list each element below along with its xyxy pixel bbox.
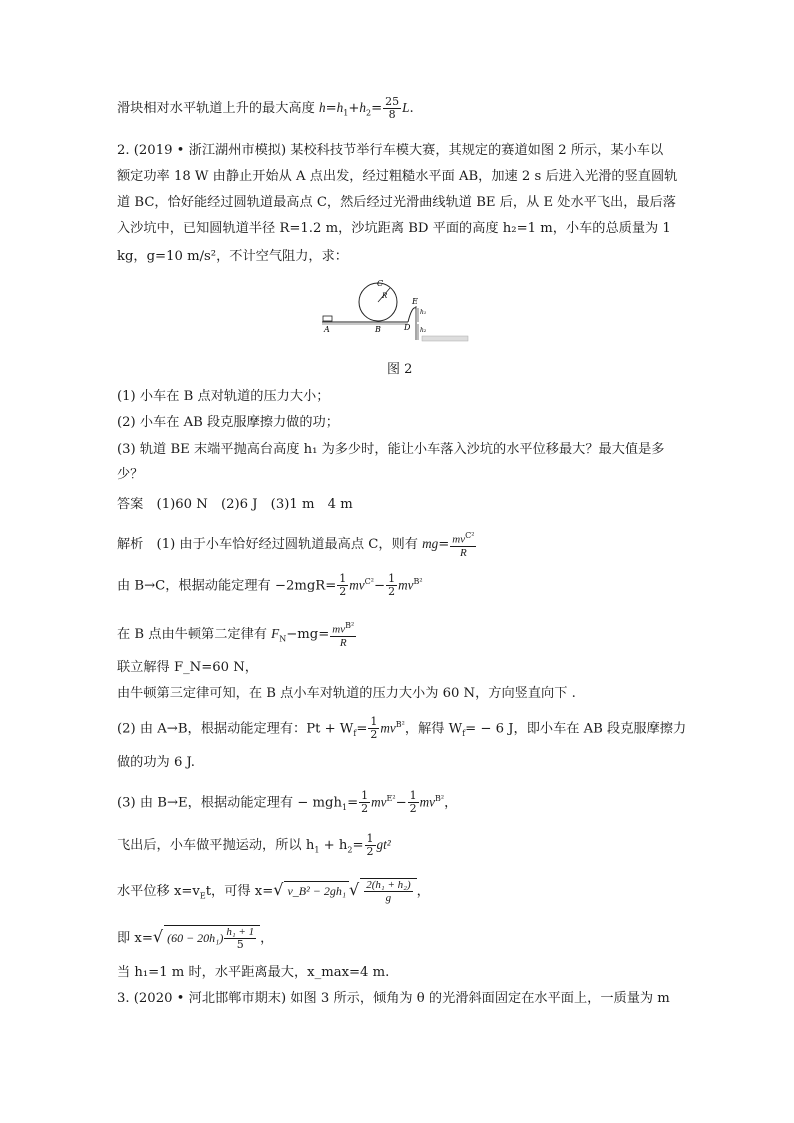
subscript: 1: [343, 108, 349, 118]
text: (60 − 20h₁): [167, 931, 224, 945]
superscript: B²: [345, 621, 355, 630]
text: =: [325, 101, 337, 116]
solution-line: [117, 530, 477, 559]
subscript: 2: [347, 845, 353, 855]
fraction: [359, 790, 370, 815]
var: mv: [398, 577, 414, 593]
text: 由 B→C，根据动能定理有 −2mgR=: [117, 578, 337, 594]
text: =: [356, 721, 368, 737]
superscript: C²: [364, 577, 374, 586]
var: mg: [422, 535, 439, 551]
text: 即 x=: [117, 931, 153, 946]
subscript: E: [199, 891, 206, 901]
denominator: 2: [409, 802, 417, 816]
numerator: 1: [366, 832, 374, 845]
text: ，: [416, 884, 430, 899]
label-b: B: [375, 325, 381, 334]
numerator: 1: [361, 789, 369, 803]
numerator: 1: [339, 572, 347, 586]
subscript: 2: [366, 108, 372, 118]
denominator: 2: [388, 585, 396, 599]
text: ，: [260, 931, 274, 946]
radicand: v_B² − 2gh₁: [284, 881, 349, 900]
denominator: R: [460, 546, 467, 559]
text: 解析 (1) 由于小车恰好经过圆轨道最高点 C，则有: [117, 536, 423, 552]
denominator: 2: [339, 585, 347, 599]
sqrt-sign: √: [152, 927, 164, 946]
text: .: [409, 101, 414, 116]
figure-2-track-diagram: [318, 279, 478, 350]
var: h: [319, 100, 326, 115]
text: + h: [319, 838, 348, 853]
denominator: R: [339, 636, 347, 649]
numerator: 1: [409, 789, 417, 803]
label-h2: h₂: [420, 327, 427, 334]
fraction: [386, 573, 397, 598]
answer: 答案 (1)60 N (2)6 J (3)1 m 4 m: [117, 497, 353, 512]
text: =: [347, 795, 359, 811]
fraction: [330, 620, 356, 649]
car-icon: [323, 316, 332, 321]
numerator: [450, 530, 476, 547]
numerator: 25: [385, 95, 400, 108]
solution-line: [117, 620, 357, 649]
denominator: 5: [236, 938, 244, 951]
sand-pit: [422, 336, 468, 341]
subscript: f: [462, 729, 466, 739]
text-line: [117, 96, 414, 123]
solution-line: 当 h₁=1 m 时，水平距离最大，x_max=4 m.: [117, 965, 390, 980]
text: =: [352, 838, 364, 853]
superscript: B²: [435, 794, 445, 803]
var: L: [402, 100, 410, 115]
denominator: g: [385, 892, 392, 904]
question-3-cont: 少？: [117, 467, 144, 482]
text: 飞出后，小车做平抛运动，所以 h: [117, 838, 315, 853]
var: mv: [380, 720, 396, 736]
solution-line: 由牛顿第三定律可知，在 B 点小车对轨道的压力大小为 60 N，方向竖直向下 .: [117, 686, 576, 701]
var: h: [359, 100, 367, 115]
var: mv: [332, 623, 346, 636]
text: 滑块相对水平轨道上升的最大高度: [117, 101, 320, 116]
figure-caption: 图 2: [387, 362, 413, 377]
question-1: (1) 小车在 B 点对轨道的压力大小；: [117, 389, 330, 404]
numerator: 1: [370, 715, 378, 729]
text: −mg=: [286, 626, 330, 642]
text: −: [395, 795, 407, 811]
subscript: 1: [342, 803, 348, 813]
text: = − 6 J，即小车在 AB 段克服摩擦力: [465, 721, 687, 737]
solution-line: 联立解得 F_N=60 N，: [117, 660, 258, 675]
denominator: 2: [361, 802, 369, 816]
solution-line: [117, 790, 457, 817]
var: F: [271, 625, 280, 641]
text-line: 入沙坑中，已知圆轨道半径 R=1.2 m，沙坑距离 BD 平面的高度 h₂=1 m，小车的总质量为 1: [117, 221, 671, 236]
var: mv: [349, 577, 365, 593]
superscript: B²: [395, 720, 405, 729]
track-diagram-svg: [318, 279, 478, 350]
text: (3) 由 B→E，根据动能定理有 − mgh: [117, 795, 342, 811]
text: 在 B 点由牛顿第二定律有: [117, 626, 272, 642]
label-c: C: [377, 279, 384, 288]
numerator: [330, 620, 356, 637]
solution-line: [117, 573, 423, 598]
fraction: [368, 716, 379, 741]
fraction: [364, 879, 412, 904]
superscript: E²: [386, 794, 396, 803]
label-d: D: [404, 323, 411, 332]
solution-line: [117, 833, 391, 860]
fraction: [337, 573, 348, 598]
label-h1: h₁: [420, 309, 427, 316]
text: =: [371, 101, 383, 116]
fraction: [450, 530, 476, 559]
text: t，可得 x=: [205, 884, 274, 899]
subscript: f: [353, 729, 357, 739]
text: ，: [444, 795, 458, 811]
text-line: 额定功率 18 W 由静止开始从 A 点出发，经过粗糙水平面 AB，加速 2 s 后进入光滑的竖直圆轨: [117, 169, 678, 184]
question-2: (2) 小车在 AB 段克服摩擦力做的功；: [117, 415, 339, 430]
text: −: [374, 578, 386, 594]
fraction: [383, 96, 401, 121]
text: 水平位移 x=v: [117, 884, 200, 899]
denominator: 8: [388, 108, 396, 121]
numerator: 2(h₁ + h₂): [366, 879, 411, 891]
text-line: 2. (2019 • 浙江湖州市模拟) 某校科技节举行车模大赛，其规定的赛道如图 2 所示，某小车以: [117, 143, 664, 158]
text: ，解得 W: [404, 721, 463, 737]
var: gt²: [376, 837, 391, 852]
sqrt-sign: √: [273, 880, 284, 899]
label-a: A: [324, 325, 330, 334]
solution-line: [117, 716, 686, 743]
text-line: 道 BC，恰好能经过圆轨道最高点 C，然后经过光滑曲线轨道 BE 后，从 E 处水平飞出，最后落: [117, 195, 676, 210]
solution-line: [117, 925, 273, 951]
text-line: kg，g=10 m/s²，不计空气阻力，求：: [117, 249, 348, 264]
fraction: [408, 790, 419, 815]
subscript: N: [279, 634, 287, 644]
text: (2) 由 A→B，根据动能定理有：Pt + W: [117, 721, 354, 737]
denominator: 2: [370, 728, 378, 742]
sqrt-sign: √: [349, 880, 360, 899]
label-e: E: [412, 297, 418, 306]
numerator: 1: [388, 572, 396, 586]
next-question: 3. (2020 • 河北邯郸市期末) 如图 3 所示，倾角为 θ 的光滑斜面固定在水平面上，一质量为 m: [117, 991, 670, 1006]
label-r: R: [382, 292, 388, 300]
question-3: (3) 轨道 BE 末端平抛高台高度 h₁ 为多少时，能让小车落入沙坑的水平位移最大？最大值是多: [117, 442, 665, 457]
subscript: 1: [314, 845, 320, 855]
text: =: [438, 536, 450, 552]
var: h: [336, 100, 344, 115]
denominator: 2: [366, 845, 374, 858]
text: +: [348, 101, 360, 116]
var: mv: [452, 533, 466, 546]
var: mv: [419, 794, 436, 810]
solution-line: [117, 878, 430, 906]
solution-line: 做的功为 6 J.: [117, 755, 195, 770]
fraction: [365, 833, 376, 858]
radicand: [164, 925, 260, 951]
numerator: h₁ + 1: [226, 926, 255, 938]
var: mv: [371, 794, 387, 810]
superscript: B²: [413, 577, 423, 586]
superscript: C²: [465, 531, 475, 540]
radicand: [360, 878, 416, 904]
fraction: [224, 926, 256, 951]
